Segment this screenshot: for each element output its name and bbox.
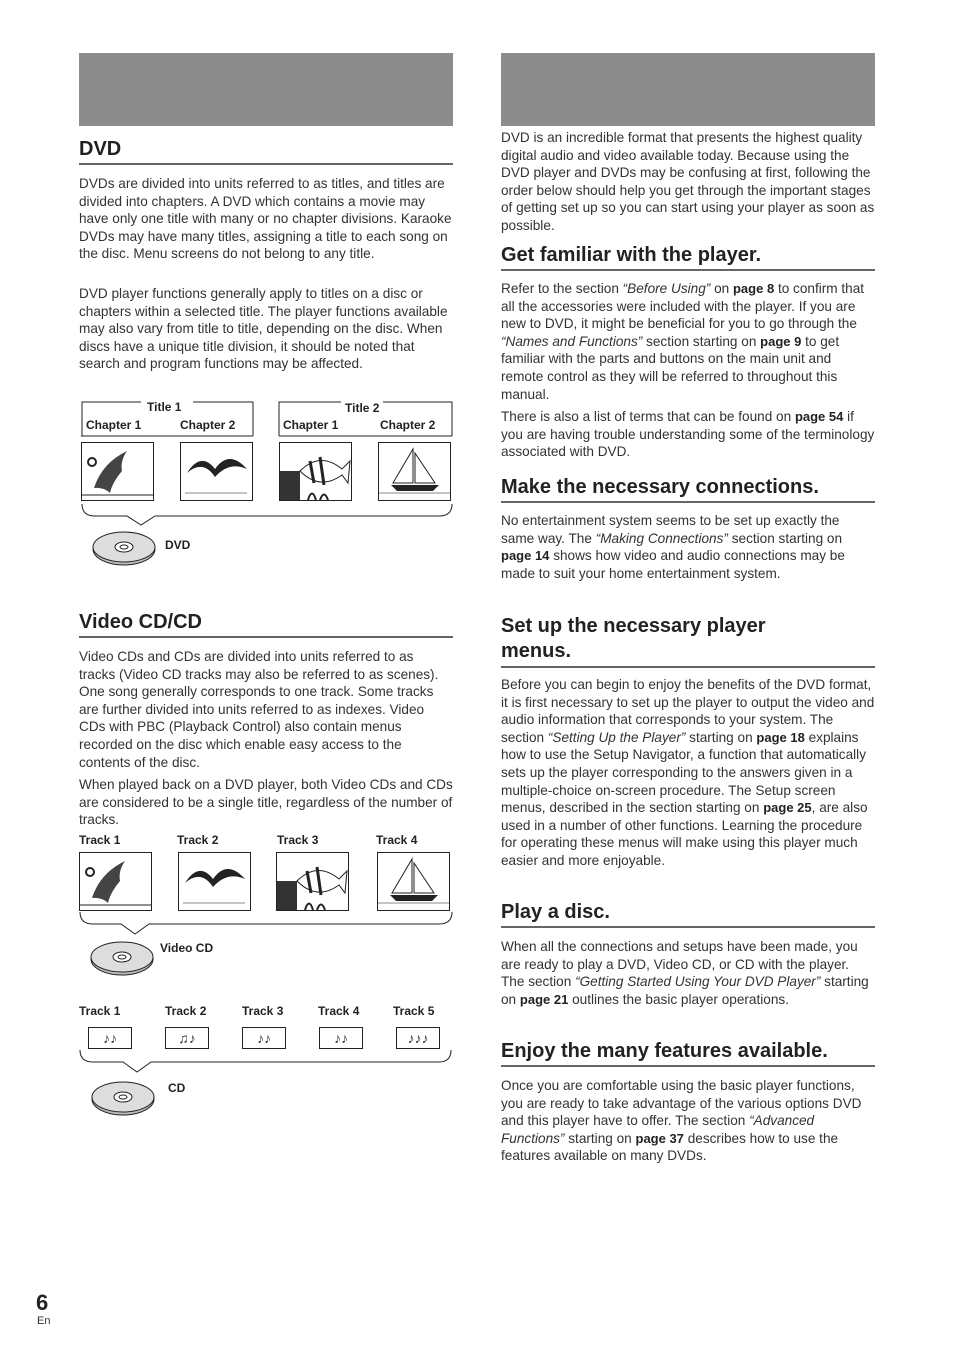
music-note-icon: ♫♪ — [165, 1027, 209, 1049]
dolphin-image — [79, 852, 152, 911]
cd-disc-label: CD — [168, 1081, 186, 1095]
vcd-paragraph-1: Video CDs and CDs are divided into units referred to as tracks (Video CD tracks may also be referred to as scenes). One song generally corresponds to one track. Some tracks are further divided into units referred to as indexes. Video CDs with PBC (Playback Control) also contain menus recorded on the disc which enable easy access to the contents of the disc. — [79, 649, 439, 770]
music-note-icon: ♪♪♪ — [396, 1027, 440, 1049]
fish-image — [276, 852, 349, 911]
music-note-icon: ♪♪ — [319, 1027, 363, 1049]
vcd-paragraph-2: When played back on a DVD player, both Video CDs and CDs are considered to be a single title, regardless of the number of tracks. — [79, 777, 453, 828]
video-cd-disc-icon — [89, 938, 159, 978]
dvd-heading: DVD — [79, 137, 453, 165]
features-paragraph: Once you are comfortable using the basic player functions, you are ready to take advantage of the various options DVD and this player have to offer. The section “Advanced Functions” starting on page 37 describes how to use the features available on many DVDs. — [501, 1078, 862, 1164]
dvd-chapter-label: Chapter 2 — [380, 418, 436, 432]
connections-paragraph: No entertainment system seems to be set up exactly the same way. The “Making Connections” section starting on page 14 shows how video and audio connections may be made to suit your home entertainment system. — [501, 513, 845, 581]
vcd-track-label: Track 3 — [277, 833, 319, 847]
play-disc-paragraph: When all the connections and setups have been made, you are ready to play a DVD, Video CD, or CD with the player. The section “Getting Started Using Your DVD Player” starting on page 21 outlines the basic player operations. — [501, 939, 869, 1007]
sailboat-image — [378, 442, 451, 501]
cd-track-label: Track 2 — [165, 1004, 207, 1018]
familiar-paragraph-1: Refer to the section “Before Using” on page 8 to confirm that all the accessories were included with the player. If you are new to DVD, it might be beneficial for you to go through the “Names and Functions” section starting on page 9 to get familiar with the parts and buttons on the main unit and remote control as they will be referred to throughout this manual. — [501, 281, 865, 402]
cd-disc-icon — [90, 1078, 160, 1118]
connections-heading: Make the necessary connections. — [501, 475, 875, 503]
vcd-track-label: Track 1 — [79, 833, 121, 847]
seagull-image — [180, 442, 253, 501]
video-cd-heading: Video CD/CD — [79, 610, 453, 638]
left-header-banner — [79, 53, 453, 126]
intro-paragraph: DVD is an incredible format that presents the highest quality digital audio and video available today. Because using the DVD player and DVDs may be confusing at first, following the order below should help you get through the important stages of getting set up so you can start using your player as soon as possible. — [501, 130, 875, 233]
vcd-track-label: Track 2 — [177, 833, 219, 847]
seagull-image — [178, 852, 251, 911]
features-heading: Enjoy the many features available. — [501, 1039, 875, 1067]
dvd-chapter-label: Chapter 2 — [180, 418, 236, 432]
vcd-track-label: Track 4 — [376, 833, 418, 847]
cd-track-label: Track 3 — [242, 1004, 284, 1018]
fish-image — [279, 442, 352, 501]
right-header-banner — [501, 53, 875, 126]
dvd-chapter-label: Chapter 1 — [86, 418, 142, 432]
dvd-title-1-label: Title 1 — [147, 400, 182, 414]
vcd-brace — [79, 910, 454, 940]
sailboat-image — [377, 852, 450, 911]
dvd-chapter-label: Chapter 1 — [283, 418, 339, 432]
dolphin-image — [81, 442, 154, 501]
music-note-icon: ♪♪ — [242, 1027, 286, 1049]
dvd-title-2-label: Title 2 — [345, 401, 380, 415]
dvd-disc-icon — [91, 528, 161, 568]
cd-track-label: Track 5 — [393, 1004, 435, 1018]
page-number: 6 — [36, 1290, 49, 1315]
setup-menus-paragraph: Before you can begin to enjoy the benefits of the DVD format, it is first necessary to set up the player to output the video and audio information that corresponds to your system. The section “Setting Up the Player” starting on page 18 explains how to use the Setup Navigator, a function that automatically sets up the player corresponding to the answers given in a multiple-choice on-screen procedure. The Setup screen menus, described in the section starting on page 25, are also used in a number of other functions. Learning the procedure for operating these menus will make using this player much easier and more enjoyable. — [501, 677, 875, 868]
music-note-icon: ♪♪ — [88, 1027, 132, 1049]
dvd-paragraph-1: DVDs are divided into units referred to as titles, and titles are divided into chapters. A DVD which contains a movie may have only one title with many or no chapter divisions. Karaoke DVDs may have many titles, assigning a title to each song on the disc. Menu screens do not belong to any title. — [79, 176, 452, 262]
play-disc-heading: Play a disc. — [501, 900, 875, 928]
cd-track-label: Track 4 — [318, 1004, 360, 1018]
language-code: En — [37, 1315, 51, 1327]
dvd-paragraph-2: DVD player functions generally apply to titles on a disc or chapters within a selected title. The player functions available may also vary from title to title, depending on the disc. When discs have a unique title division, it should be noted that search and program functions may be affected. — [79, 286, 448, 372]
familiar-heading: Get familiar with the player. — [501, 243, 875, 271]
familiar-paragraph-2: There is also a list of terms that can be found on page 54 if you are having trouble understanding some of the terminology associated with DVD. — [501, 409, 875, 460]
setup-menus-heading: Set up the necessary player menus. — [501, 614, 875, 668]
cd-track-label: Track 1 — [79, 1004, 121, 1018]
cd-brace — [79, 1040, 454, 1076]
dvd-disc-label: DVD — [165, 538, 191, 552]
video-cd-disc-label: Video CD — [160, 941, 214, 955]
